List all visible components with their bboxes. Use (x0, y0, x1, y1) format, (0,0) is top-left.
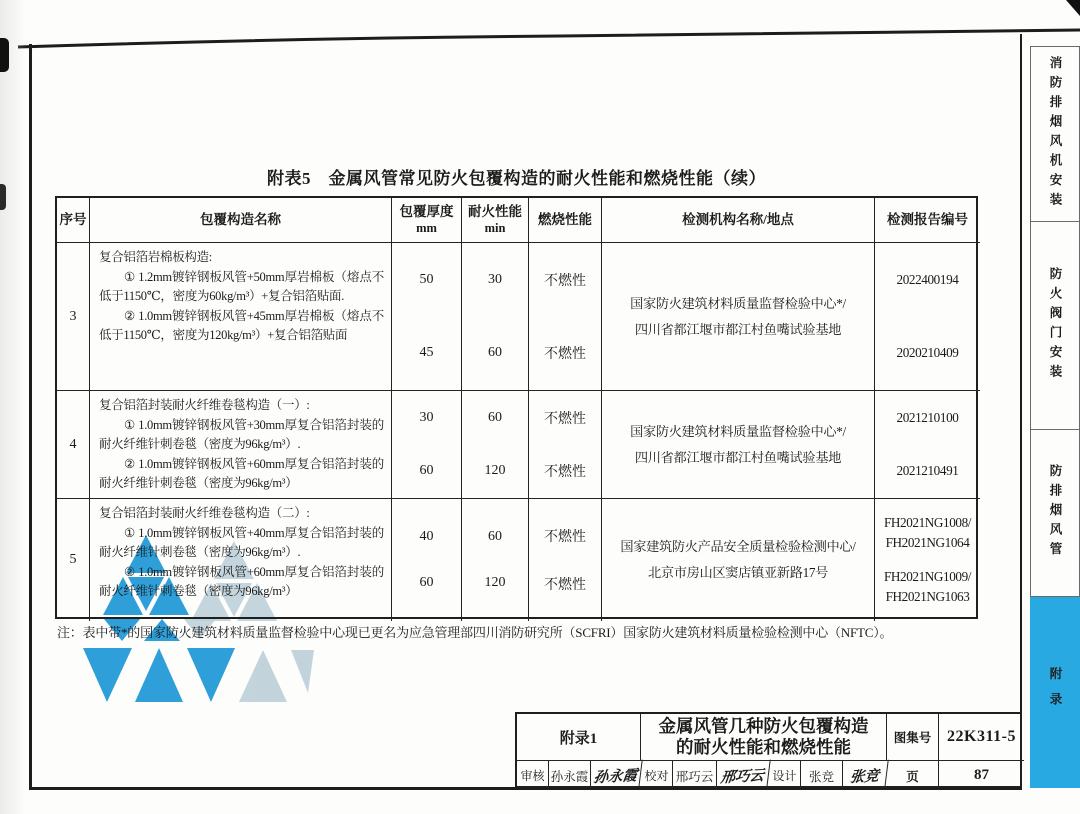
row4-burn: 不燃性 不燃性 (529, 391, 602, 499)
header-burn: 燃烧性能 (529, 198, 602, 243)
atlas-number-label: 图集号 (887, 714, 939, 761)
row5-fire: 60 120 (462, 499, 529, 621)
tab-fire-damper-installation: 防火阀门安装 (1030, 222, 1080, 430)
row3-thickness: 50 45 (392, 243, 462, 391)
table-caption: 附表5 金属风管常见防火包覆构造的耐火性能和燃烧性能（续） (267, 169, 766, 188)
row3-fire: 30 60 (462, 243, 529, 391)
row4-agency: 国家防火建筑材料质量监督检验中心*/ 四川省都江堰市都江村鱼嘴试验基地 (602, 391, 875, 499)
header-name: 包覆构造名称 (90, 198, 392, 243)
row3-name: 复合铝箔岩棉板构造: ① 1.2mm镀锌钢板风管+50mm厚岩棉板（熔点不低于1150℃，密度为60kg/m³）+复合铝箔贴面. ② 1.0mm镀锌钢板风管+45mm厚岩棉板（熔点不低于1150℃，密度为120kg/m³）+复合铝箔贴面 (90, 243, 392, 391)
designer-role: 设计 (769, 761, 801, 790)
atlas-number: 22K311-5 (939, 714, 1024, 761)
header-agency: 检测机构名称/地点 (602, 198, 875, 243)
scan-artifact (0, 38, 9, 72)
row5-seq: 5 (57, 499, 90, 621)
row5-thickness: 40 60 (392, 499, 462, 621)
row3-seq: 3 (57, 243, 90, 391)
frame-top-line (0, 0, 1080, 52)
appendix-label: 附录1 (517, 714, 641, 761)
scan-edge-shade (0, 0, 26, 814)
checker-role: 校对 (641, 761, 673, 790)
row5-burn: 不燃性 不燃性 (529, 499, 602, 621)
row4-fire: 60 120 (462, 391, 529, 499)
frame-right-line (1020, 34, 1022, 789)
row4-reports: 2021210100 2021210491 (875, 391, 980, 499)
checker-name: 邢巧云 (673, 761, 717, 790)
designer-signature: 张竞 (841, 760, 889, 792)
fire-performance-table (55, 196, 978, 619)
row5-reports: FH2021NG1008/ FH2021NG1064 FH2021NG1009/ FH2021NG1063 (883, 515, 972, 604)
designer-name: 张竞 (801, 761, 843, 790)
row5-name: 复合铝箔封装耐火纤维卷毯构造（二）: ① 1.0mm镀锌钢板风管+40mm厚复合铝箔封装的耐火纤维针刺卷毯（密度为96kg/m³）. ② 1.0mm镀锌钢板风管+60mm厚复合铝箔封装的耐火纤维针刺卷毯（密度为96kg/m³） (90, 499, 392, 621)
reviewer-signature: 孙永霞 (589, 760, 643, 792)
page-label: 页 (887, 761, 939, 790)
reviewer-role: 审核 (517, 761, 549, 790)
tab-fan-installation: 消防排烟风机安装 (1030, 46, 1080, 222)
row5-agency: 国家建筑防火产品安全质量检验检测中心/ 北京市房山区窦店镇亚新路17号 (602, 499, 875, 621)
scan-artifact (0, 184, 6, 210)
sheet-title: 金属风管几种防火包覆构造 的耐火性能和燃烧性能 (641, 714, 887, 761)
row3-burn: 不燃性 不燃性 (529, 243, 602, 391)
header-report: 检测报告编号 (875, 198, 980, 243)
row4-name: 复合铝箔封装耐火纤维卷毯构造（一）: ① 1.0mm镀锌钢板风管+30mm厚复合铝箔封装的耐火纤维针刺卷毯（密度为96kg/m³）. ② 1.0mm镀锌钢板风管+60mm厚复合铝箔封装的耐火纤维针刺卷毯（密度为96kg/m³） (90, 391, 392, 499)
section-tab-strip (1030, 46, 1080, 788)
header-fire: 耐火性能 min (462, 198, 529, 243)
row4-seq: 4 (57, 391, 90, 499)
checker-signature: 邢巧云 (715, 760, 771, 792)
row3-agency: 国家防火建筑材料质量监督检验中心*/ 四川省都江堰市都江村鱼嘴试验基地 (602, 243, 875, 391)
row4-thickness: 30 60 (392, 391, 462, 499)
header-thickness: 包覆厚度 mm (392, 198, 462, 243)
reviewer-name: 孙永霞 (549, 761, 591, 790)
frame-left-line (29, 44, 32, 789)
row3-reports: 2022400194 2020210409 (875, 243, 980, 391)
table-footnote: 注：表中带*的国家防火建筑材料质量监督检验中心现已更名为应急管理部四川消防研究所（SCFRI）国家防火建筑材料质量检验检测中心（NFTC）。 (57, 625, 893, 640)
header-seq: 序号 (57, 198, 90, 243)
page-number: 87 (974, 767, 989, 783)
tab-appendix-active: 附录 (1030, 597, 1080, 788)
title-block (515, 712, 1022, 788)
tab-smoke-duct: 防排烟风管 (1030, 430, 1080, 597)
